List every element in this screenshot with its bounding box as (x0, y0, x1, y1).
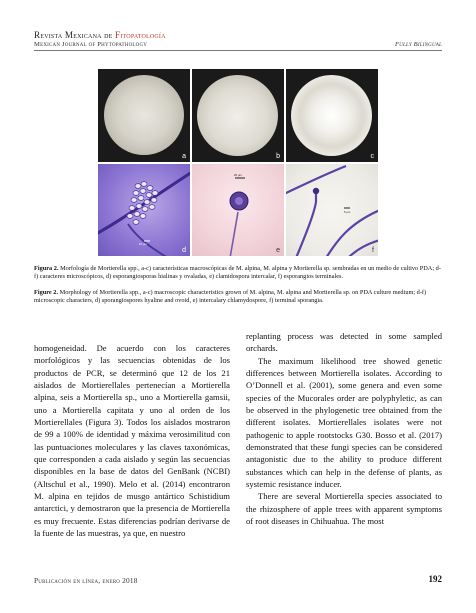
edition-label: Fully Bilingual (394, 41, 442, 48)
panel-label-d: d (182, 247, 186, 254)
panel-label-a: a (182, 153, 186, 160)
caption-label-es: Figura 2. (34, 265, 59, 272)
journal-title-accent: Fitopatología (115, 30, 166, 40)
journal-title-es: Revista Mexicana de Fitopatología (34, 30, 166, 40)
body-column-right (246, 330, 442, 528)
caption-label-en: Figure 2. (34, 289, 59, 296)
scale-label-e: 20 µm (234, 173, 242, 177)
panel-f-sporangia (286, 164, 378, 256)
panel-a-petri-dish (98, 69, 190, 162)
panel-label-c: c (370, 153, 374, 160)
body-paragraph: The maximum likelihood tree showed genetic differences between Mortierella isolates. According to O’Donnell et al. (2001), some genera and even some species of the Mucorales order are polyphyletic, as can be observed in the phylogenetic tree obtained from the different isolates. Mortierellales isolates were not pathogenic to apple rootstocks G30. Bosso et al. (2017) demonstrated that these fungi species can be considered antagonistic due to the ability to produce different substances which can help in the defense of plants, as systemic resistance inducer. (246, 355, 442, 490)
panel-b-petri-dish (192, 69, 284, 162)
figure-caption-es (34, 265, 442, 280)
panel-e-chlamydospore (192, 164, 284, 256)
panel-c-petri-dish (286, 69, 378, 162)
chlamydospore-drawing (192, 164, 284, 256)
body-paragraph: There are several Mortierella species associated to the rhizosphere of apple trees with apparent symptoms of root diseases in Chihuahua. The most (246, 491, 442, 527)
header-rule (34, 50, 442, 51)
journal-title-en: Mexican Journal of Phytopathology (34, 41, 148, 48)
page-number: 192 (428, 574, 442, 584)
body-paragraph: homogeneidad. De acuerdo con los caracteres morfológicos y las secuencias obtenidas de los productos de PCR, se determinó que 12 de los 21 aislados de Mortierellales pertenecían a Mortierella alpina, seis a Mortierella sp., uno a Mortierella gamsii, uno a Mortierella capitata y uno al orden de los Mortierellales (Figura 3). Todos los aislados mostraron de 99 a 100% de identidad y máxima verosimilitud con las puntuaciones moleculares y las claves taxonómicas, que corresponden a cada aislado y según las secuencias disponibles en la base de datos del GenBank (NCBI) (Altschul et al., 1990). Melo et al. (2014) encontraron M. alpina en tejidos de musgo antártico Schistidium antarctici, y demostraron que la presencia de Mortierella es muy frecuente. Estas diferencias podrían derivarse de la fuente de las muestras, ya que, en nuestro (34, 343, 230, 539)
body-paragraph: replanting process was detected in some sampled orchards. (246, 331, 442, 354)
sporangia-drawing (286, 164, 378, 256)
scale-label-f: 5 µm (344, 210, 351, 214)
body-column-left (34, 342, 230, 540)
publication-footer: Publicación en línea, enero 2018 (34, 576, 138, 585)
panel-label-b: b (276, 153, 280, 160)
figure-caption-en (34, 289, 442, 304)
panel-label-e: e (276, 247, 280, 254)
caption-text-en: Morphology of Mortierella spp., a-c) macroscopic characteristics grown of M. alpina, M. alpina and Mortierella sp. on PDA culture medium; d-f) microscopic characters, d) sporangiospores hyaline and ovoid, e) intercalary chlamydospore, f) terminal sporangia. (34, 289, 427, 304)
panel-d-sporangiospores (98, 164, 190, 256)
scale-label-d: 10 µm (139, 242, 147, 246)
caption-text-es: Morfología de Mortierella spp., a-c) características macroscópicas de M. alpina, M. alpina y Mortierella sp. sembradas en un medio de cultivo PDA; d-f) caracteres microscópicos, d) esporangiosporas hialinas y ovaladas, e) clamidospora intercalar, f) esporangios terminales. (34, 265, 441, 280)
panel-label-f: f (372, 247, 374, 254)
